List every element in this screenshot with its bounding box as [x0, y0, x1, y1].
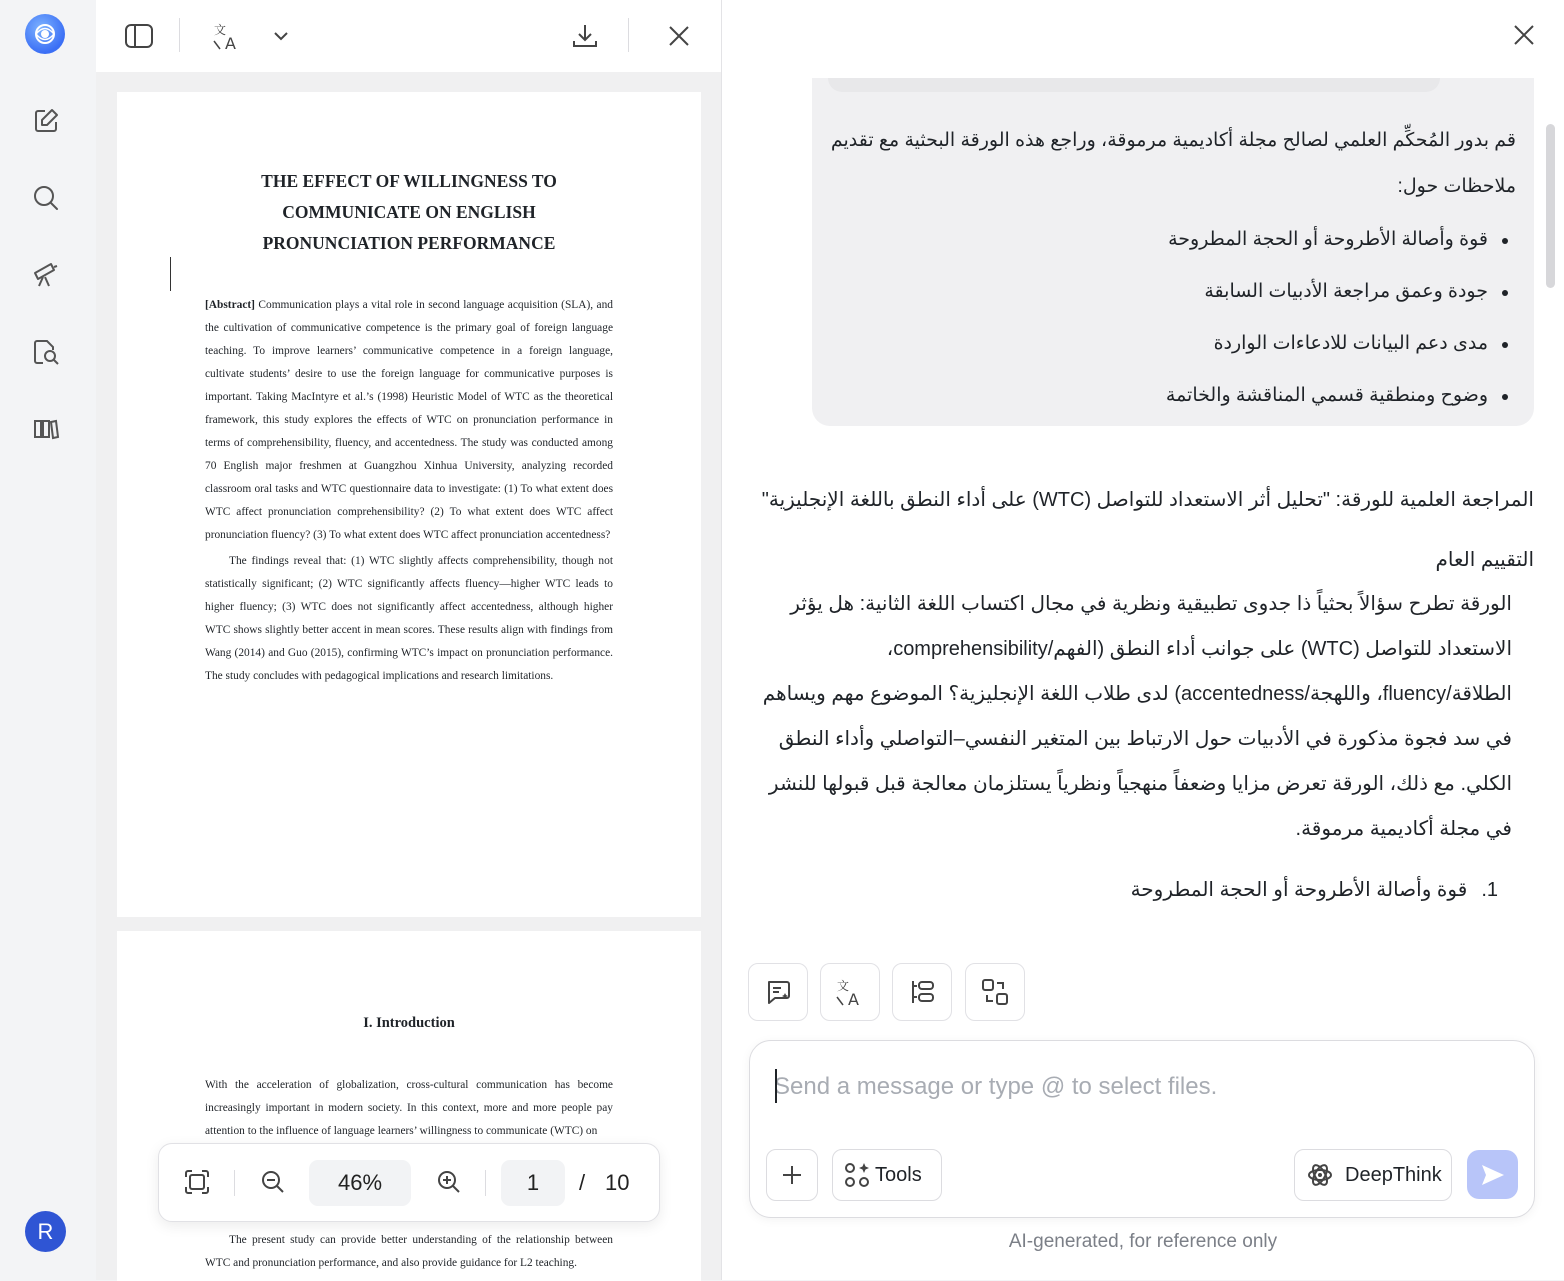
close-icon [667, 24, 691, 48]
close-chat-button[interactable] [1502, 13, 1546, 57]
abstract-label: [Abstract] [205, 299, 255, 311]
app-logo[interactable] [25, 14, 65, 54]
atom-icon [1307, 1162, 1333, 1188]
input-caret [775, 1069, 777, 1103]
close-pdf-button[interactable] [657, 14, 701, 58]
ai-summary-icon [764, 978, 792, 1006]
summarize-button[interactable] [748, 963, 808, 1021]
translate-dropdown-button[interactable] [259, 14, 303, 58]
add-attachment-button[interactable] [766, 1149, 818, 1201]
tools-icon [843, 1161, 871, 1189]
zoom-out-button[interactable] [251, 1160, 295, 1204]
review-subtitle: التقييم العام [1435, 549, 1534, 571]
close-icon [1513, 24, 1535, 46]
title-line: PRONUNCIATION PERFORMANCE [262, 233, 556, 253]
message-fade [828, 78, 1440, 92]
review-title: المراجعة العلمية للورقة: "تحليل أثر الاستعداد للتواصل (WTC) على أداء النطق باللغة الإنجليزية" [761, 489, 1534, 511]
plus-icon [781, 1164, 803, 1186]
title-line: THE EFFECT OF WILLINGNESS TO [261, 171, 557, 191]
scrollbar[interactable] [1546, 124, 1555, 288]
review-list-item [1131, 868, 1498, 912]
svg-text:A: A [225, 34, 236, 51]
message-composer [749, 1040, 1535, 1218]
convert-icon [980, 977, 1010, 1007]
page-number-input[interactable]: 1 [501, 1160, 565, 1206]
explore-button[interactable] [24, 252, 68, 296]
tools-button[interactable] [832, 1149, 942, 1201]
svg-text:A: A [848, 990, 859, 1007]
convert-button[interactable] [965, 963, 1025, 1021]
fit-page-button[interactable] [175, 1160, 219, 1204]
zoom-level[interactable]: 46% [309, 1160, 411, 1206]
ai-disclaimer: AI-generated, for reference only [1008, 1231, 1278, 1252]
svg-text:文: 文 [837, 979, 850, 993]
avatar[interactable]: R [25, 1211, 66, 1252]
abstract [205, 294, 613, 688]
zoom-in-button[interactable] [427, 1160, 471, 1204]
svg-text:文: 文 [214, 23, 227, 37]
new-chat-icon [31, 106, 61, 136]
zoom-toolbar [158, 1143, 660, 1222]
library-button[interactable] [24, 406, 68, 450]
zoom-divider [485, 1170, 486, 1196]
user-bullets [1166, 214, 1488, 422]
section-title: I. Introduction [363, 1015, 455, 1031]
deepthink-button[interactable] [1294, 1149, 1452, 1201]
outline-icon [907, 977, 937, 1007]
download-button[interactable] [563, 14, 607, 58]
list-item-text: قوة وأصالة الأطروحة أو الحجة المطروحة [1130, 879, 1468, 901]
chat-panel [722, 0, 1564, 1280]
fit-page-icon [184, 1169, 210, 1195]
toolbar-divider [179, 18, 180, 52]
translate-tool-button[interactable] [820, 963, 880, 1021]
toolbar-divider [628, 18, 629, 52]
pdf-page-2 [117, 931, 701, 1281]
toggle-sidebar-button[interactable] [117, 14, 161, 58]
translate-icon [835, 977, 865, 1007]
download-icon [570, 21, 600, 51]
chevron-down-icon [272, 30, 290, 42]
zoom-out-icon [260, 1169, 286, 1195]
paper-title [117, 166, 701, 259]
text-cursor [170, 257, 171, 291]
sidebar-toggle-icon [124, 23, 154, 49]
telescope-icon [31, 259, 61, 289]
zoom-divider [234, 1170, 235, 1196]
findings-text: The findings reveal that: (1) WTC slightly affects comprehensibility, though not statistically significant; (2) WTC significantly affects fluency—higher WTC leads to higher fluency; (3) WTC does not significantly affect accentedness, although higher WTC shows slightly better accent in mean scores. These results align with findings from Wang (2014) and Guo (2015), confirming WTC’s impact on pronunciation performance. The study concludes with pedagogical implications and research limitations. [205, 555, 613, 682]
pdf-toolbar [96, 0, 721, 72]
library-icon [31, 413, 61, 443]
zoom-in-icon [436, 1169, 462, 1195]
send-icon [1480, 1163, 1506, 1187]
total-pages: 10 [605, 1170, 630, 1195]
pdf-page-1 [117, 92, 701, 917]
deepthink-label: DeepThink [1345, 1163, 1442, 1186]
list-item: قوة وأصالة الأطروحة أو الحجة المطروحة [1166, 214, 1488, 266]
translate-icon [212, 21, 242, 51]
document-search-icon [31, 337, 61, 367]
abstract-text: Communication plays a vital role in second language acquisition (SLA), and the cultivation of communicative competence is the primary goal of foreign language teaching. To improve learners’ communicative competence in a foreign language, cultivate students’ desire to use the foreign language for communicative purposes is important. Taking MacIntyre et al.’s (1998) Heuristic Model of WTC as the theoretical framework, this study explores the effects of WTC on pronunciation performance in terms of comprehensibility, fluency, and accentedness. The study was conducted among 70 English major freshmen at Guangzhou Xinhua University, analyzing recorded classroom oral tasks and WTC questionnaire data to investigate: (1) To what extent does WTC affect pronunciation comprehensibility? (2) To what extent does WTC affect pronunciation fluency? (3) To what extent does WTC affect pronunciation accentedness? [205, 299, 613, 541]
tools-label: Tools [875, 1163, 922, 1186]
intro-paragraph: With the acceleration of globalization, cross-cultural communication has become increasingly important in modern society. In this context, more and more people pay attention to the influence of language learners’ willingness to communicate (WTC) on [205, 1079, 613, 1137]
message-input[interactable] [774, 1067, 1504, 1107]
intro-paragraph-2: The present study can provide better understanding of the relationship between WTC and pronunciation performance, and also provide guidance for L2 teaching. [205, 1234, 613, 1269]
document-search-button[interactable] [24, 330, 68, 374]
list-item: وضوح ومنطقية قسمي المناقشة والخاتمة [1166, 370, 1488, 422]
user-message [812, 78, 1534, 426]
search-icon [31, 183, 61, 213]
left-sidebar [0, 0, 96, 1280]
translate-button[interactable] [205, 14, 249, 58]
list-item: مدى دعم البيانات للادعاءات الواردة [1166, 318, 1488, 370]
outline-button[interactable] [892, 963, 952, 1021]
new-chat-button[interactable] [24, 99, 68, 143]
search-button[interactable] [24, 176, 68, 220]
pdf-viewer [96, 0, 722, 1280]
title-line: COMMUNICATE ON ENGLISH [282, 202, 536, 222]
logo-icon [32, 21, 58, 47]
list-number: 1. [1481, 879, 1498, 901]
page-separator: / [579, 1170, 586, 1195]
review-paragraph: الورقة تطرح سؤالاً بحثياً ذا جدوى تطبيقية ونظرية في مجال اكتساب اللغة الثانية: هل يؤثر الاستعداد للتواصل (WTC) على جوانب أداء النطق (الفهم/comprehensibility، الطلاقة/fluency، واللهجة/accentedness) لدى طلاب اللغة الإنجليزية؟ الموضوع مهم ويساهم في سد فجوة مذكورة في الأدبيات حول الارتباط بين المتغير النفسي–التواصلي وأداء النطق الكلي. مع ذلك، الورقة تعرض مزايا وضعفاً منهجياً ونظرياً يستلزمان معالجة قبل قبولها للنشر في مجلة أكاديمية مرموقة. [762, 593, 1512, 840]
list-item: جودة وعمق مراجعة الأدبيات السابقة [1166, 266, 1488, 318]
send-button[interactable] [1467, 1150, 1518, 1199]
user-prompt: قم بدور المُحكِّم العلمي لصالح مجلة أكاديمية مرموقة، وراجع هذه الورقة البحثية مع تقديم ملاحظات حول: [830, 130, 1516, 197]
